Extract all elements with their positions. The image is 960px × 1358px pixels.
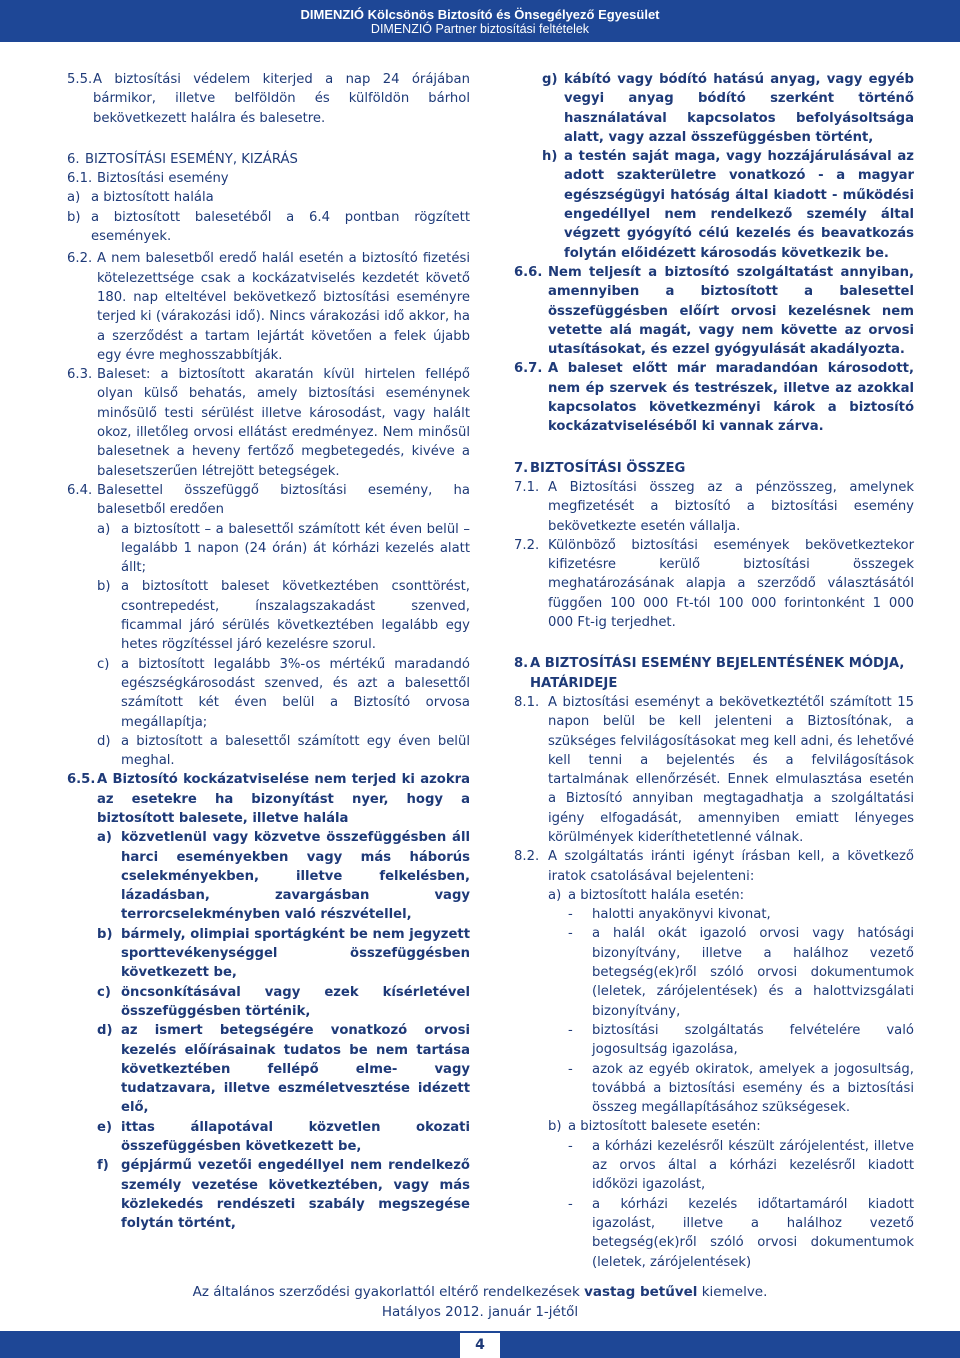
clause-6-5-e: e) ittas állapotával közvetlen okozati összefüggésben következett be, <box>97 1119 470 1155</box>
clause-6-5-d: d) az ismert betegségére vonatkozó orvosi kezelés előírásainak tudatos be nem tartása következtében fellépő elme- vagy tudatzavara, illetve eszméletvesztése idézett elő, <box>97 1023 470 1116</box>
list-item: - biztosítási szolgáltatás felvételére való jogosultság igazolása, <box>568 1022 914 1058</box>
header-subtitle: DIMENZIÓ Partner biztosítási feltételek <box>370 22 590 36</box>
clause-6-4-a: a) a biztosított – a balesettől számított két éven belül – legalább 1 napon (24 órán) át kórházi kezelés alatt állt; <box>97 521 470 576</box>
footer-effective-date: Hatályos 2012. január 1-jétől <box>381 1304 579 1320</box>
clause-6-5-c: c) öncsonkításával vagy ezek kísérletével összefüggésben történik, <box>97 984 470 1019</box>
clause-8-2-a: a) a biztosított halála esetén: <box>548 887 745 903</box>
clause-6-4-d: d) a biztosított a balesettől számított egy éven belül meghal. <box>97 733 470 769</box>
section-8-heading: 8. A BIZTOSÍTÁSI ESEMÉNY BEJELENTÉSÉNEK MÓDJA, HATÁRIDEJE <box>514 656 905 691</box>
clause-6-2: 6.2. A nem balesetből eredő halál esetén a biztosító fizetési kötelezettsége csak a kockázatviselés kezdetét követő 180. nap elteltével bekövetkező biztosítási eseményre terjed ki (várakozási idő). Nincs várakozási idő akkor, ha a szerződést a tartam lejártát követően a felek újabb egy évre meghosszabbítják. <box>67 251 470 363</box>
clause-6-3: 6.3. Baleset: a biztosított akaratán kívül hirtelen fellépő olyan külső behatás, amely biztosítási eseménynek minősülő testi sérülést illetve károsodást, vagy halált okoz, illetőleg orvosi ellátást eredményez. Nem minősül balesetnek a heveny fertőző megbetegedés, kivéve a balesetszerűen létrejött betegségek. <box>67 367 470 479</box>
list-item: - azok az egyéb okiratok, amelyek a jogosultság, továbbá a biztosítási esemény és a biztosítási összeg megállapításához szükségesek. <box>568 1061 914 1116</box>
clause-6-5-h: h) a testén saját maga, vagy hozzájárulásával az adott szakterületre vonatkozó - a magyar egészségügyi hatóság által kiadott - működési engedéllyel nem rendelkező személy által végzett gyógyító célú kezelés és beavatkozás folytán előidézett károsodás következik be. <box>542 149 914 261</box>
clause-8-1: 8.1. A biztosítási eseményt a bekövetkeztétől számított 15 napon belül be kell jelenteni a Biztosítónak, a szükséges felvilágosításokat meg kell adni, és lehetővé kell tenni a bejelentés és a felvilágosítások tartalmának ellenőrzését. Ennek elmulasztása esetén a Biztosító annyiban megtagadhatja a szolgáltatási igény elfogadását, amennyiben emiatt lényeges körülmények kideríthetetlenné válnak. <box>514 694 914 845</box>
clause-6-5-f: f) gépjármű vezetői engedéllyel nem rendelkező személy vezetése következtében, vagy más közlekedés rendészeti szabály megszegése folytán történt, <box>97 1158 470 1232</box>
clause-6-1: 6.1. Biztosítási esemény <box>67 171 229 187</box>
clause-8-2: 8.2. A szolgáltatás iránti igényt írásban kell, a következő iratok csatolásával bejelenteni: <box>514 849 914 884</box>
clause-7-1: 7.1. A Biztosítási összeg az a pénzösszeg, amelynek megfizetését a biztosító a biztosítási esemény bekövetkezte esetén vállalja. <box>514 479 914 534</box>
document-header <box>0 0 960 42</box>
section-6-heading: 6. BIZTOSÍTÁSI ESEMÉNY, KIZÁRÁS <box>67 151 298 167</box>
document-footer <box>0 1282 960 1322</box>
clause-5-5: 5.5. A biztosítási védelem kiterjed a nap 24 órájában bármikor, illetve belföldön és külföldön bárhol bekövetkezett halálra és balesetre. <box>67 72 470 126</box>
clause-6-4-c: c) a biztosított legalább 3%-os mértékű maradandó egészségkárosodást szenved, és azt a balesettől számított két éven belül a Biztosító orvosa megállapítja; <box>97 656 470 730</box>
clause-6-1-b: b) a biztosított balesetéből a 6.4 pontban rögzített események. <box>67 209 470 245</box>
clause-6-4: 6.4. Balesettel összefüggő biztosítási esemény, ha balesetből eredően <box>67 482 470 518</box>
clause-6-7: 6.7. A baleset előtt már maradandóan károsodott, nem ép szervek és testrészek, illetve az azokkal kapcsolatos következményi károk a biztosító kockázatviseléséből ki vannak zárva. <box>514 361 914 435</box>
list-item: - a kórházi kezelésről készült zárójelentést, illetve az orvos által a kórházi kezelésről kiadott időközi igazolást, <box>568 1138 914 1193</box>
header-company: DIMENZIÓ Kölcsönös Biztosító és Önsegélyező Egyesület <box>300 7 660 22</box>
footer-note: Az általános szerződési gyakorlattól eltérő rendelkezések vastag betűvel kiemelve. <box>192 1284 768 1300</box>
clause-6-5-a: a) közvetlenül vagy közvetve összefüggésben áll harci eseményekben vagy más háborús cselekményekben, illetve felkelésben, lázadásban, zavargásban vagy terrorcselekményben való részvétellel, <box>97 830 470 923</box>
clause-6-1-a: a) a biztosított halála <box>67 190 214 206</box>
clause-8-2-b: b) a biztosított balesete esetén: <box>548 1119 761 1135</box>
clause-6-5-g: g) kábító vagy bódító hatású anyag, vagy egyéb vegyi anyag bódító szerként történő használatával kapcsolatos befolyásoltsága alatt, vagy azzal összefüggésben történt, <box>542 72 914 145</box>
list-item: - halotti anyakönyvi kivonat, <box>568 907 771 923</box>
left-column <box>67 70 470 1234</box>
clause-7-2: 7.2. Különböző biztosítási események bekövetkeztekor kifizetésre kerülő biztosítási összegek meghatározásának alapja a szerződő választásától függően 100 000 Ft-tól 100 000 forintonként 1 000 000 Ft-ig terjedhet. <box>514 537 914 631</box>
clause-6-5: 6.5. A Biztosító kockázatviselése nem terjed ki azokra az esetekre ha bizonyítást nyer, hogy a biztosított balesete, illetve halála <box>67 772 470 826</box>
clause-6-6: 6.6. Nem teljesít a biztosító szolgáltatást annyiban, amennyiben a biztosított a balesettel összefüggésben előírt orvosi kezelésnek nem vetette alá magát, vagy nem követte az orvosi utasításokat, és ezzel gyógyulását akadályozta. <box>514 264 914 358</box>
right-column <box>514 70 914 1272</box>
list-item: - a kórházi kezelés időtartamáról kiadott igazolást, illetve a halálhoz vezető betegség(ek)ről szóló orvosi dokumentumok (leletek, zárójelentések) <box>568 1196 914 1270</box>
page-number: 4 <box>460 1333 500 1358</box>
list-item: - a halál okát igazoló orvosi vagy hatósági bizonyítvány, illetve a halálhoz vezető betegség(ek)ről szóló orvosi dokumentumok (leletek, zárójelentések) és a halottvizsgálati bizonyítvány, <box>568 926 914 1019</box>
clause-6-4-b: b) a biztosított baleset következtében csonttörést, csontrepedést, ínszalagszakadást szenved, ficammal járó sérülés következtében legalább egy hetes rögzítéssel járó kezelésre szorul. <box>97 579 470 653</box>
clause-6-5-b: b) bármely, olimpiai sportágként be nem jegyzett sporttevékenységgel összefüggésben következett be, <box>97 926 470 981</box>
section-7-heading: 7. BIZTOSÍTÁSI ÖSSZEG <box>514 460 686 476</box>
